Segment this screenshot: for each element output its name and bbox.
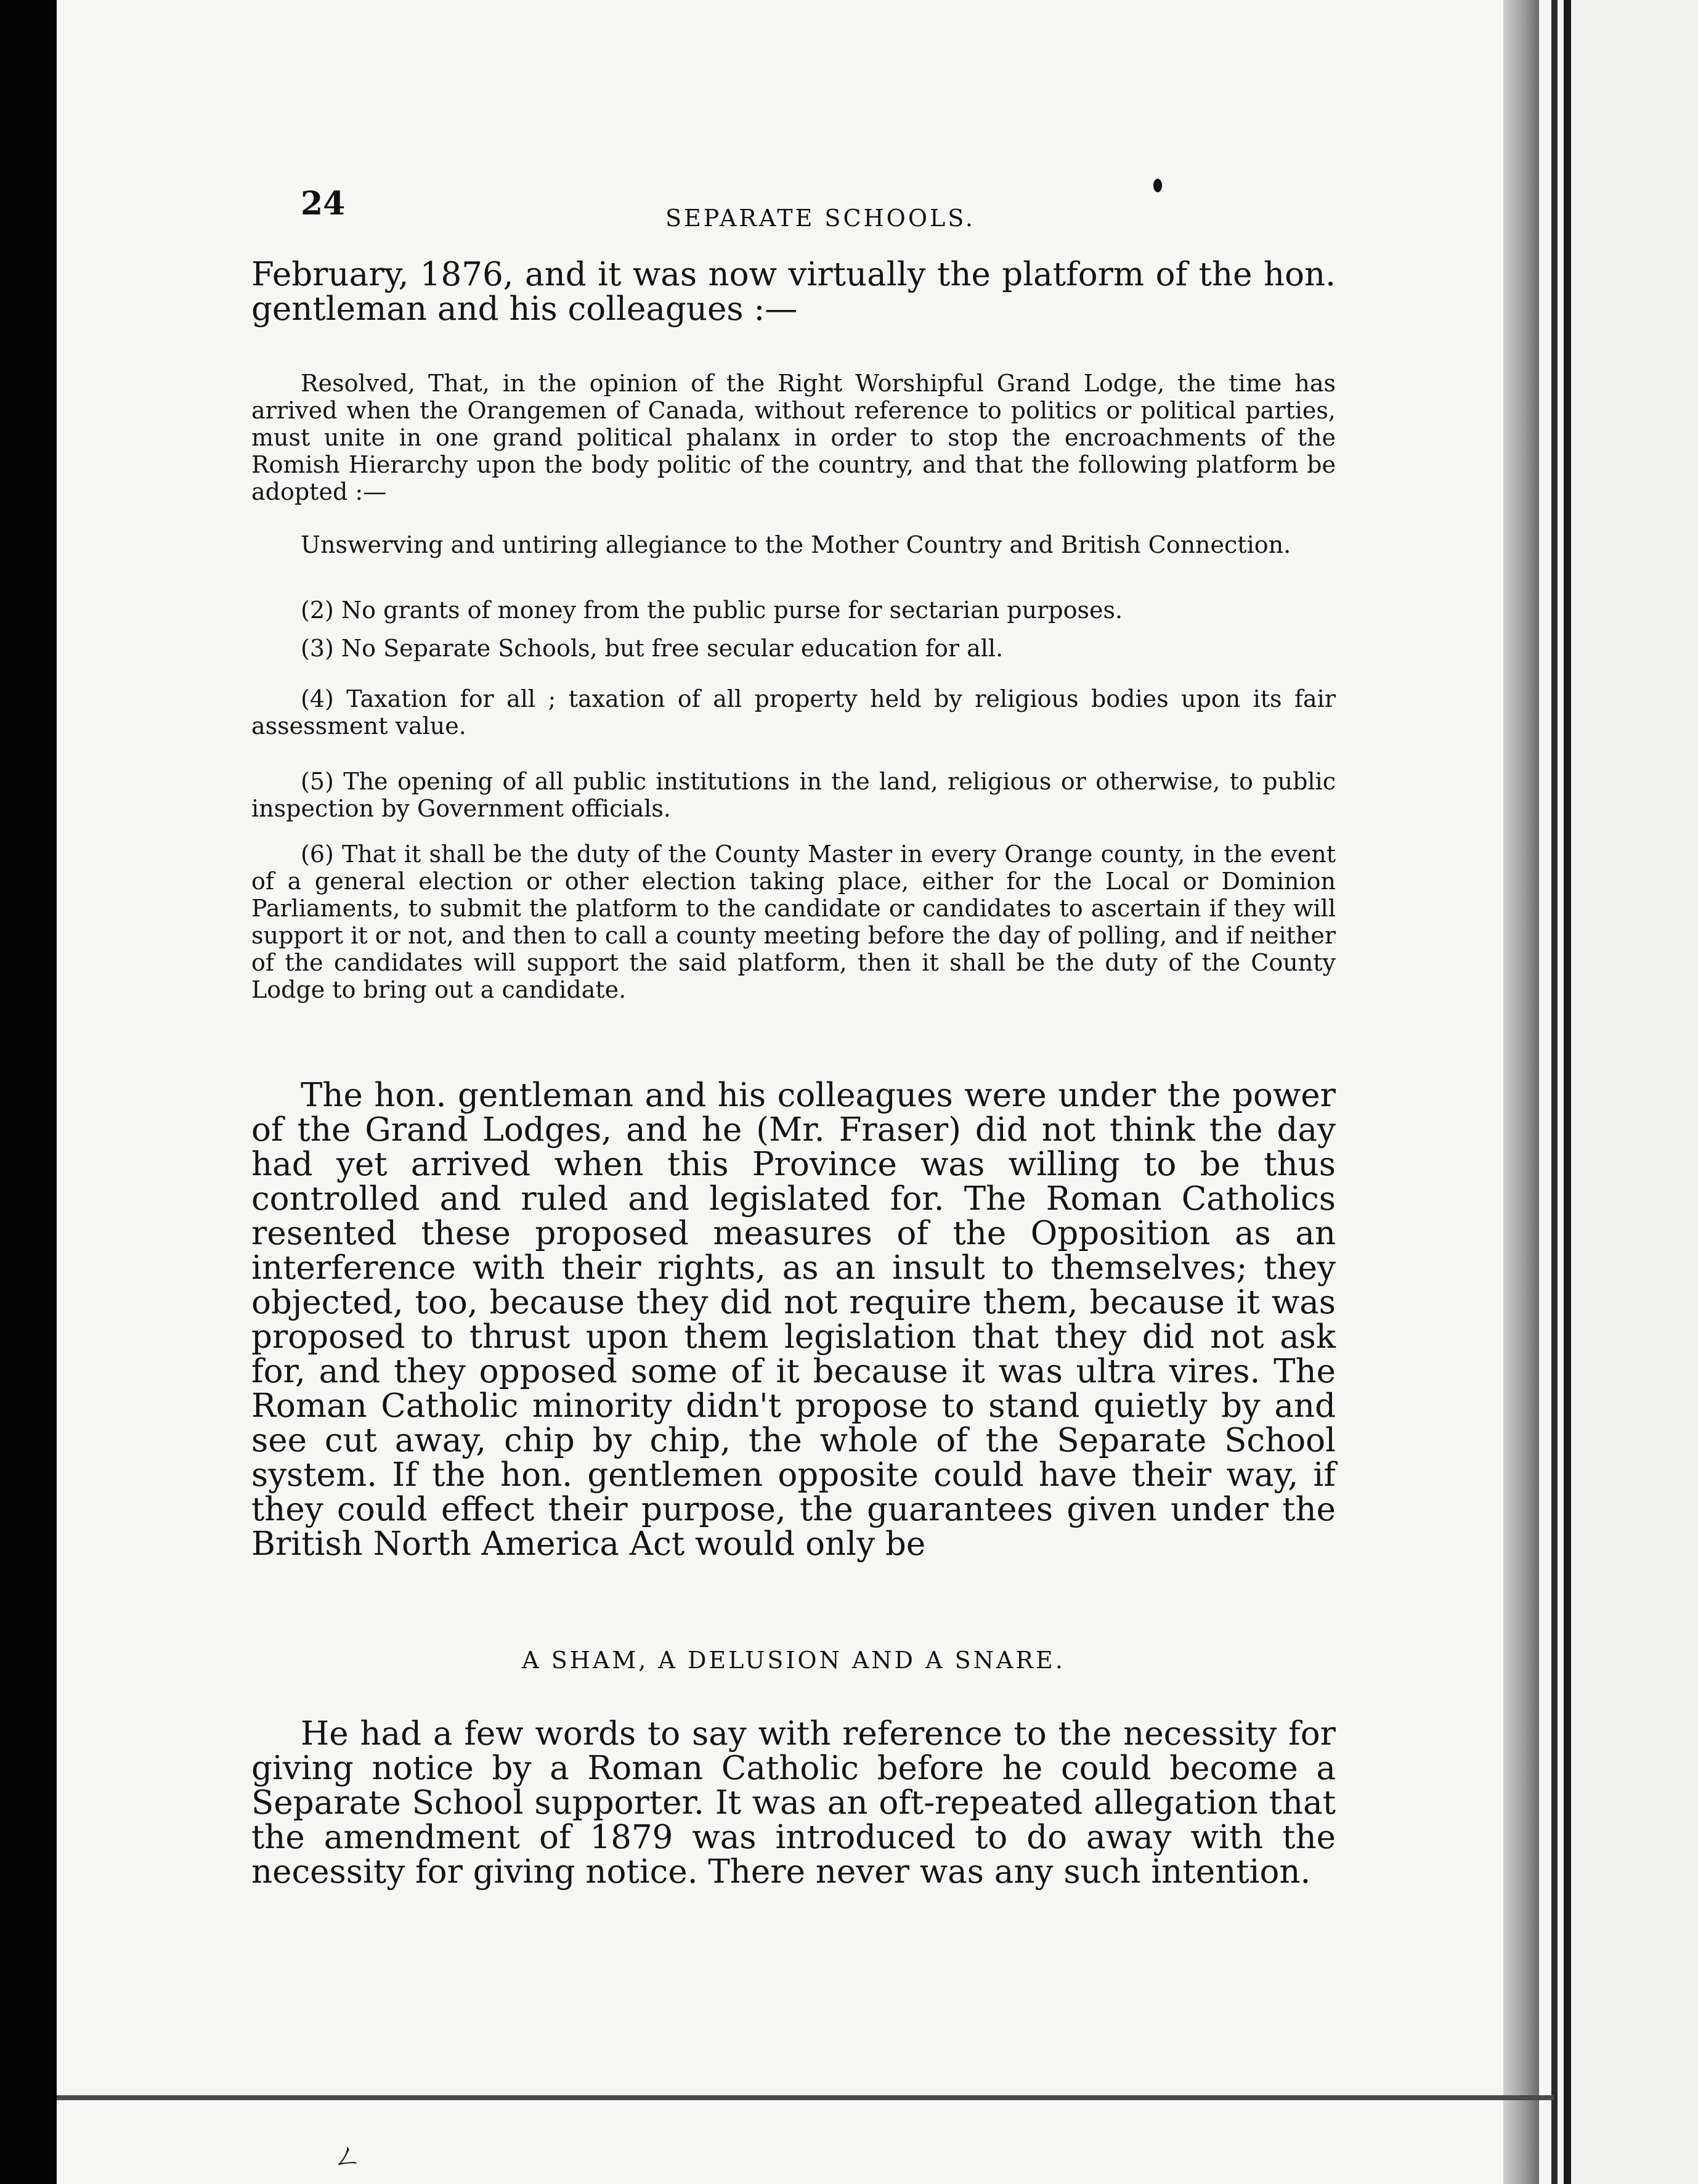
page-edge-line xyxy=(1564,0,1571,2184)
platform-item-5: (5) The opening of all public institutions in the land, religious or otherwise, to public inspection by Government officials. xyxy=(251,768,1336,822)
next-page-edge xyxy=(1558,0,1698,2184)
resolution-text: Resolved, That, in the opinion of the Right Worshipful Grand Lodge, the time has arrived when the Orangemen of Canada, without reference to politics or political parties, must unite in one grand political phalanx in order to stop the encroachments of the Romish Hierarchy upon the body politic of the country, and that the following platform be adopted :— xyxy=(251,370,1336,505)
platform-item-6: (6) That it shall be the duty of the County Master in every Orange county, in the event of a general election or other election taking place, either for the Local or Dominion Parliaments, to submit the platform to the candidate or candidates to ascertain if they will support it or not, and then to call a county meeting before the day of polling, and if neither of the candidates will support the said platform, then it shall be the duty of the County Lodge to bring out a candidate. xyxy=(251,841,1336,1003)
platform-item-3: (3) No Separate Schools, but free secular education for all. xyxy=(301,635,1004,662)
paragraph-main: The hon. gentleman and his colleagues were under the power of the Grand Lodges, and he (Mr. Fraser) did not think the day had yet arrived when this Province was willing to be thus controlled and ruled and legislated for. The Roman Catholics resented these proposed measures of the Opposition as an interference with their rights, as an insult to themselves; they objected, too, because they did not require them, because it was proposed to thrust upon them legislation that they did not ask for, and they opposed some of it because it was ultra vires. The Roman Catholic minority didn't propose to stand quietly by and see cut away, chip by chip, the whole of the Separate School system. If the hon. gentlemen opposite could have their way, if they could effect their purpose, the guarantees given under the British North America Act would only be xyxy=(251,1077,1336,1563)
platform-item-2: (2) No grants of money from the public purse for sectarian purposes. xyxy=(301,597,1123,624)
scan-border-left xyxy=(0,0,57,2184)
running-head: SEPARATE SCHOOLS. xyxy=(665,205,975,232)
paragraph-final: He had a few words to say with reference to the necessity for giving notice by a Roman Catholic before he could become a Separate School supporter. It was an oft-repeated allegation that the amendment of 1879 was introduced to do away with the necessity for giving notice. There never was any such intention. xyxy=(251,1715,1336,1891)
platform-item-1: Unswerving and untiring allegiance to the Mother Country and British Connection. xyxy=(301,531,1291,558)
paragraph-intro: February, 1876, and it was now virtually the platform of the hon. gentleman and his colleagues :— xyxy=(251,256,1336,328)
ink-speck xyxy=(1153,179,1162,192)
platform-item-4: (4) Taxation for all ; taxation of all property held by religious bodies upon its fair assessment value. xyxy=(251,685,1336,740)
section-subheading: A SHAM, A DELUSION AND A SNARE. xyxy=(522,1647,1065,1674)
page-gutter-shadow xyxy=(1503,0,1539,2184)
page-number: 24 xyxy=(301,185,346,222)
stray-mark: ㄥ xyxy=(333,2139,363,2174)
page-bottom-edge xyxy=(57,2095,1554,2100)
